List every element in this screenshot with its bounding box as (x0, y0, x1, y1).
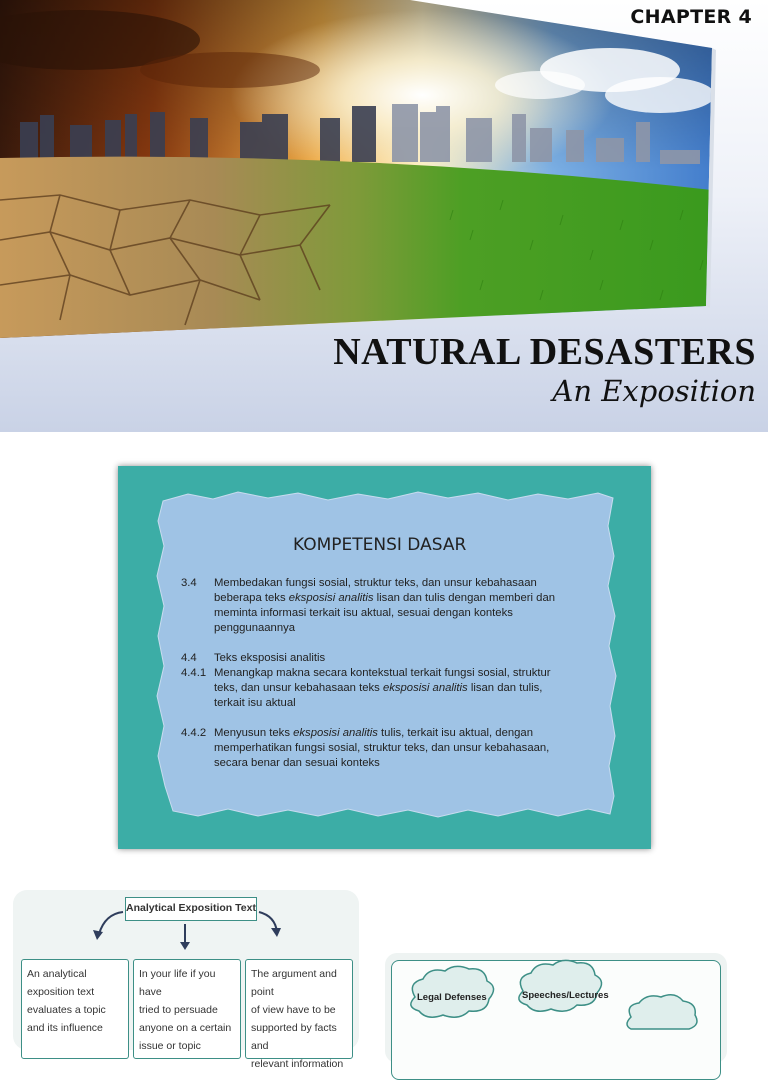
list-item (181, 576, 581, 636)
italic-term: eksposisi analitis (382, 682, 468, 694)
box-line: tried to persuade (139, 1004, 218, 1016)
item-line: Menangkap makna secara kontekstual terkait fungsi sosial, struktur (214, 667, 551, 679)
item-text (214, 576, 581, 636)
item-number: 4.4.1 (181, 667, 207, 679)
box-line: of view have to be (251, 1004, 336, 1016)
diagram-box (21, 959, 129, 1059)
kompetensi-title: KOMPETENSI DASAR (293, 535, 467, 555)
box-line: An analytical (27, 968, 87, 980)
item-line: Menyusun teks eksposisi analitis tulis, terkait isu aktual, dengan (214, 727, 533, 739)
italic-term: eksposisi analitis (293, 727, 378, 739)
cloud-shapes (385, 953, 727, 1063)
analytical-heading: Analytical Exposition Text (125, 897, 257, 921)
italic-term: eksposisi analitis (288, 592, 374, 604)
box-line: supported by facts and (251, 1022, 337, 1052)
cloud-icon (519, 960, 602, 1011)
item-line: Membedakan fungsi sosial, struktur teks, dan unsur kebahasaan (214, 577, 537, 589)
cloud-diagram-slide (385, 953, 727, 1063)
box-line: anyone on a certain (139, 1022, 232, 1034)
arrow-left-icon (99, 912, 123, 934)
diagram-box (245, 959, 353, 1070)
box-line: exposition text (27, 986, 95, 998)
box-line: relevant information (251, 1058, 344, 1070)
item-number: 4.4.2 (181, 727, 207, 739)
cloud-icon (627, 995, 697, 1029)
item-line: terkait isu aktual (214, 697, 296, 709)
box-line: and its influence (27, 1022, 103, 1034)
cloud-label: Speeches/Lectures (522, 990, 609, 1001)
cover-subtitle: An Exposition (552, 374, 756, 408)
diagram-box (133, 959, 241, 1059)
item-line: beberapa teks eksposisi analitis lisan dan tulis dengan memberi dan (214, 592, 556, 604)
item-line: penggunaannya (214, 622, 296, 634)
box-line: The argument and point (251, 968, 337, 998)
cover-title: NATURAL DESASTERS (333, 331, 756, 373)
item-line: meminta informasi terkait isu aktual, sesuai dengan konteks (214, 607, 513, 619)
item-number: 3.4 (181, 577, 197, 589)
item-text (214, 666, 551, 711)
item-line: memperhatikan fungsi sosial, struktur teks, dan unsur kebahasaan, (214, 742, 550, 754)
list-item (181, 726, 581, 771)
chapter-label: CHAPTER 4 (630, 6, 752, 28)
list-group (181, 651, 581, 711)
box-line: In your life if you have (139, 968, 216, 998)
list-item (181, 666, 581, 711)
box-line: issue or topic (139, 1040, 201, 1052)
item-line: secara benar dan sesuai konteks (214, 757, 380, 769)
item-text: Teks eksposisi analitis (214, 652, 326, 664)
kompetensi-list (181, 576, 581, 786)
list-item (181, 651, 581, 666)
cover-slide (0, 0, 768, 432)
box-line: evaluates a topic (27, 1004, 106, 1016)
item-text (214, 726, 581, 771)
item-number: 4.4 (181, 652, 197, 664)
cloud-label: Legal Defenses (417, 992, 487, 1003)
kompetensi-slide (118, 466, 651, 849)
item-line: teks, dan unsur kebahasaan teks eksposisi analitis lisan dan tulis, (214, 682, 543, 694)
analytical-exposition-slide (13, 890, 359, 1070)
